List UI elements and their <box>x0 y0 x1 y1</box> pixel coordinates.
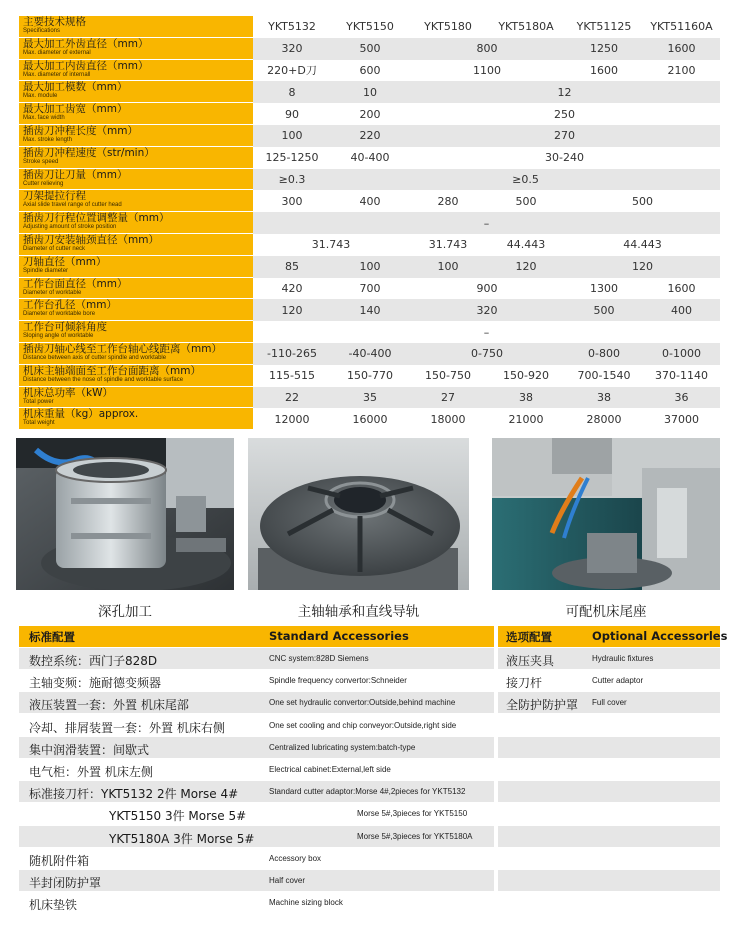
standard-accessories-header <box>19 626 494 647</box>
standard-accessory-row <box>19 670 494 692</box>
optional-accessory-row <box>498 737 720 759</box>
standard-accessory-en: Machine sizing block <box>269 898 343 908</box>
spec-values <box>253 169 720 191</box>
standard-accessory-cn: YKT5150 3件 Morse 5# <box>109 809 247 824</box>
spec-label <box>19 278 253 300</box>
spec-label-cn: 插齿刀行程位置调整量（mm） <box>23 212 170 225</box>
spec-value: 270 <box>554 129 575 143</box>
spec-row <box>19 212 720 234</box>
standard-accessory-en: Spindle frequency convertor:Schneider <box>269 676 407 686</box>
spec-values <box>253 278 720 300</box>
spec-label <box>19 16 253 38</box>
standard-accessory-row <box>19 648 494 670</box>
spec-values <box>253 190 720 212</box>
spec-label <box>19 147 253 169</box>
spec-row <box>19 278 720 300</box>
spec-label-cn: 机床主轴端面至工作台面距离（mm） <box>23 364 201 377</box>
spec-label <box>19 60 253 82</box>
spec-row <box>19 81 720 103</box>
spec-value: – <box>483 325 490 339</box>
spec-value: 800 <box>476 42 498 56</box>
spec-label-cn: 插齿刀冲程速度（str/min） <box>23 146 155 159</box>
standard-accessory-row <box>19 870 494 892</box>
standard-header-cn: 标准配置 <box>29 630 75 644</box>
spec-values <box>253 125 720 147</box>
spec-label-cn: 最大加工齿宽（mm） <box>23 103 128 116</box>
spec-value: 1250 <box>590 42 618 56</box>
spec-row <box>19 321 720 343</box>
spec-value: 320 <box>476 303 498 317</box>
spec-value: 200 <box>359 107 381 121</box>
spec-label-cn: 最大加工内齿直径（mm） <box>23 59 149 72</box>
spec-value: 10 <box>363 85 377 99</box>
spec-label <box>19 212 253 234</box>
spec-label-cn: 插齿刀让刀量（mm） <box>23 168 128 181</box>
spec-value: 38 <box>597 390 611 404</box>
standard-accessory-en: CNC system:828D Siemens <box>269 654 369 663</box>
spec-value: 140 <box>359 303 381 317</box>
spec-value: 220+D刀 <box>267 64 317 78</box>
spec-value: 1300 <box>590 281 618 295</box>
standard-accessory-cn: 标准接刀杆：YKT5132 2件 Morse 4# <box>29 787 239 802</box>
spec-value: 0-750 <box>471 347 503 361</box>
spec-label-en: Max. diameter of external <box>23 49 91 56</box>
spec-label-en: Max. face width <box>23 115 65 122</box>
standard-accessory-row <box>19 848 494 870</box>
spec-header-row <box>19 16 720 38</box>
spec-row <box>19 299 720 321</box>
optional-header-en: Optional Accessorles <box>592 629 728 643</box>
standard-accessory-en: Morse 5#,3pieces for YKT5180A <box>357 831 473 841</box>
optional-accessory-row <box>498 781 720 803</box>
spec-value: 12 <box>557 85 572 99</box>
model-header: YKT5150 <box>346 20 394 34</box>
spec-values <box>253 38 720 60</box>
spec-label-en: Spindle diameter <box>23 267 69 274</box>
spec-label-cn: 工作台面直径（mm） <box>23 277 128 290</box>
standard-accessory-row <box>19 826 494 848</box>
standard-accessory-cn: 随机附件箱 <box>29 853 90 868</box>
spec-label-cn: 最大加工外齿直径（mm） <box>23 37 149 50</box>
spec-value: – <box>483 216 490 230</box>
optional-accessory-row <box>498 648 720 670</box>
spec-value: 120 <box>632 260 653 274</box>
optional-accessory-row <box>498 670 720 692</box>
spec-value: 900 <box>476 281 498 295</box>
standard-accessory-cn: YKT5180A 3件 Morse 5# <box>109 831 255 846</box>
optional-accessory-row <box>498 715 720 737</box>
spec-values <box>253 147 720 169</box>
spec-value: -110-265 <box>267 347 317 361</box>
spec-label-en: Max. diameter of internall <box>23 71 91 78</box>
spec-label-en: Max. module <box>23 93 58 100</box>
standard-accessory-row <box>19 715 494 737</box>
spec-value: 31.743 <box>311 238 351 252</box>
spec-value: 21000 <box>508 412 544 426</box>
spec-value: 500 <box>593 303 615 317</box>
spec-value: 700 <box>359 281 381 295</box>
spec-value: 320 <box>281 42 303 56</box>
spec-row <box>19 103 720 125</box>
spec-value: 370-1140 <box>655 369 708 383</box>
spec-label <box>19 299 253 321</box>
standard-accessory-cn: 集中润滑装置：间歇式 <box>29 742 150 757</box>
spec-value: 500 <box>632 194 653 208</box>
spec-row <box>19 343 720 365</box>
spec-values <box>253 81 720 103</box>
optional-accessory-row <box>498 892 720 914</box>
spec-value: 0-1000 <box>662 347 701 361</box>
spec-row <box>19 190 720 212</box>
spec-label-en: Distance between axis of cutter spindle and worktable <box>23 355 167 361</box>
spec-value: 36 <box>674 390 689 404</box>
spec-label-cn: 刀轴直径（mm） <box>23 255 107 268</box>
optional-header-cn: 选项配置 <box>506 630 552 644</box>
standard-accessory-en: Electrical cabinet:External,left side <box>269 765 391 774</box>
spec-label-en: Specifications <box>23 28 61 34</box>
spec-value: 250 <box>554 107 575 121</box>
spec-value: 12000 <box>274 412 310 426</box>
standard-accessory-cn: 冷却、排屑装置一套：外置 机床右侧 <box>29 720 225 735</box>
spec-label-cn: 最大加工模数（mm） <box>23 81 128 94</box>
spec-table <box>19 16 720 425</box>
spec-value: 280 <box>437 194 459 208</box>
spec-values <box>253 343 720 365</box>
caption-tailstock: 可配机床尾座 <box>565 604 647 620</box>
spec-label-cn: 机床重量（kg）approx. <box>23 408 139 421</box>
spec-row <box>19 387 720 409</box>
spec-row <box>19 256 720 278</box>
spec-value: 44.443 <box>623 238 662 252</box>
spec-value: 8 <box>288 85 296 99</box>
spec-label <box>19 256 253 278</box>
spec-value: 18000 <box>430 412 466 426</box>
spec-values <box>253 387 720 409</box>
spec-label-en: Diameter of worktable bore <box>23 311 96 318</box>
spec-value: 500 <box>359 42 381 56</box>
standard-accessory-en: Accessory box <box>269 853 322 863</box>
spec-value: 150-770 <box>347 369 393 383</box>
spec-value: 2100 <box>667 63 696 77</box>
optional-accessory-cn: 接刀杆 <box>506 676 543 691</box>
spec-label <box>19 234 253 256</box>
spec-values <box>253 16 720 38</box>
standard-header-en: Standard Accessories <box>269 629 409 643</box>
spec-values <box>253 256 720 278</box>
caption-spindle-bearing: 主轴轴承和直线导轨 <box>297 604 420 620</box>
spec-row <box>19 169 720 191</box>
optional-accessory-en: Hydraulic fixtures <box>592 654 654 663</box>
spec-value: 22 <box>285 390 299 404</box>
spec-label-en: Diameter of cutter neck <box>23 246 86 252</box>
spec-row <box>19 365 720 387</box>
model-header: YKT5180A <box>498 20 554 34</box>
spec-value: 1600 <box>667 281 696 295</box>
photo-tailstock <box>492 438 720 590</box>
spec-label-cn: 插齿刀冲程长度（mm） <box>23 125 138 137</box>
spec-label-cn: 插齿刀轴心线至工作台轴心线距离（mm） <box>23 343 222 355</box>
spec-values <box>253 212 720 234</box>
spec-value: 27 <box>441 390 455 404</box>
spec-values <box>253 321 720 343</box>
spec-label-cn: 工作台可倾斜角度 <box>23 321 107 334</box>
model-header: YKT5180 <box>424 20 472 34</box>
spec-value: 1600 <box>590 63 618 77</box>
standard-accessory-row <box>19 759 494 781</box>
model-header: YKT5132 <box>268 20 316 34</box>
spec-label-en: Distance between the nose of spindle and worktable surface <box>23 376 184 383</box>
standard-accessory-cn: 主轴变频：施耐德变频器 <box>29 676 162 691</box>
spec-values <box>253 299 720 321</box>
optional-accessories-header <box>498 626 728 647</box>
spec-row <box>19 147 720 169</box>
spec-value: 220 <box>359 129 381 143</box>
spec-value: 150-750 <box>425 369 471 383</box>
spec-value: 100 <box>437 260 459 274</box>
optional-accessory-cn: 全防护防护罩 <box>506 698 579 713</box>
spec-label-en: Diameter of worktable <box>23 289 82 296</box>
spec-value: 31.743 <box>428 238 468 252</box>
spec-value: 120 <box>515 260 537 274</box>
optional-accessory-row <box>498 826 720 848</box>
spec-value: 420 <box>281 281 303 295</box>
standard-accessory-en: Half cover <box>269 876 306 885</box>
optional-accessory-row <box>498 759 720 781</box>
spec-row <box>19 38 720 60</box>
optional-accessory-cn: 液压夹具 <box>506 654 555 668</box>
spec-label-en: Axial slide travel range of cutter head <box>23 202 122 209</box>
standard-accessory-row <box>19 737 494 759</box>
spec-value: 16000 <box>352 412 388 426</box>
standard-accessory-en: One set hydraulic convertor:Outside,behind machine <box>269 698 456 708</box>
spec-value: 120 <box>281 303 303 317</box>
spec-value: 115-515 <box>269 369 315 383</box>
spec-label-en: Sloping angle of worktable <box>23 333 94 340</box>
spec-label-cn: 工作台孔径（mm） <box>23 299 117 312</box>
spec-value: 28000 <box>586 412 622 426</box>
spec-value: 40-400 <box>350 151 390 165</box>
spec-value: 1600 <box>667 42 696 56</box>
optional-accessory-row <box>498 848 720 870</box>
spec-row <box>19 60 720 82</box>
spec-values <box>253 103 720 125</box>
optional-accessory-row <box>498 803 720 825</box>
spec-value: 38 <box>519 390 533 404</box>
spec-value: 35 <box>363 390 377 404</box>
spec-row <box>19 125 720 147</box>
optional-accessory-row <box>498 692 720 714</box>
spec-value: 700-1540 <box>577 369 631 383</box>
spec-value: 30-240 <box>545 151 584 165</box>
spec-values <box>253 365 720 387</box>
standard-accessory-en: One set cooling and chip conveyor:Outside,right side <box>269 720 457 730</box>
spec-label-en: Stroke speed <box>23 158 59 165</box>
spec-label <box>19 125 253 147</box>
spec-value: 44.443 <box>506 238 546 252</box>
standard-accessory-cn: 电气柜：外置 机床左侧 <box>29 765 153 779</box>
spec-label <box>19 190 253 212</box>
standard-accessory-row <box>19 803 494 825</box>
spec-label-cn: 机床总功率（kW） <box>23 386 113 399</box>
photo-spindle-worktable <box>248 438 469 590</box>
spec-label-en: Adjusting amount of stroke position <box>23 224 117 231</box>
spec-value: 100 <box>281 129 303 143</box>
standard-accessory-en: Centralized lubricating system:batch-type <box>269 742 416 752</box>
spec-label <box>19 321 253 343</box>
spec-label-en: Total weight <box>23 420 55 427</box>
spec-value: 0-800 <box>588 347 620 361</box>
standard-accessory-en: Morse 5#,3pieces for YKT5150 <box>357 809 468 819</box>
spec-values <box>253 408 720 430</box>
spec-label <box>19 343 253 365</box>
spec-value: 1100 <box>473 63 501 77</box>
spec-label-en: Max. stroke length <box>23 137 73 143</box>
model-header: YKT51160A <box>650 20 713 34</box>
spec-label <box>19 387 253 409</box>
spec-label-cn: 主要技术规格 <box>23 16 86 28</box>
model-header: YKT51125 <box>576 20 632 34</box>
spec-label-cn: 刀架提拉行程 <box>23 190 86 203</box>
spec-value: 85 <box>285 260 299 274</box>
spec-value: 300 <box>281 194 303 208</box>
spec-value: 37000 <box>664 412 699 426</box>
spec-label <box>19 81 253 103</box>
spec-value: 400 <box>359 194 381 208</box>
spec-label <box>19 103 253 125</box>
spec-values <box>253 60 720 82</box>
spec-value: 125-1250 <box>265 151 319 165</box>
spec-value: 100 <box>359 260 381 274</box>
spec-value: 600 <box>359 63 381 77</box>
spec-value: 500 <box>515 194 537 208</box>
standard-accessory-cn: 半封闭防护罩 <box>29 876 102 890</box>
optional-accessory-en: Full cover <box>592 698 627 708</box>
caption-deep-hole: 深孔加工 <box>98 604 152 620</box>
photo-deep-hole <box>16 438 234 590</box>
spec-values <box>253 234 720 256</box>
optional-accessory-row <box>498 870 720 892</box>
spec-value: -40-400 <box>348 347 392 361</box>
spec-value: ≥0.3 <box>278 172 306 186</box>
standard-accessory-cn: 机床垫铁 <box>29 898 78 913</box>
spec-label <box>19 169 253 191</box>
spec-value: ≥0.5 <box>512 172 539 186</box>
spec-value: 90 <box>285 107 299 121</box>
spec-row <box>19 408 720 430</box>
spec-value: 150-920 <box>503 369 549 383</box>
spec-label-en: Total power <box>23 398 54 405</box>
optional-accessory-en: Cutter adaptor <box>592 676 644 686</box>
spec-label <box>19 365 253 387</box>
spec-row <box>19 234 720 256</box>
standard-accessory-cn: 数控系统：西门子828D <box>29 654 158 668</box>
standard-accessory-en: Standard cutter adaptor:Morse 4#,2pieces for YKT5132 <box>269 787 466 797</box>
spec-label <box>19 38 253 60</box>
spec-label <box>19 408 253 430</box>
spec-label-en: Cutter relieving <box>23 180 64 187</box>
standard-accessory-cn: 液压装置一套：外置 机床尾部 <box>29 698 189 713</box>
spec-value: 400 <box>671 303 692 317</box>
spec-label-cn: 插齿刀安装轴颈直径（mm） <box>23 234 159 246</box>
standard-accessory-row <box>19 781 494 803</box>
standard-accessory-row <box>19 892 494 914</box>
standard-accessory-row <box>19 692 494 714</box>
